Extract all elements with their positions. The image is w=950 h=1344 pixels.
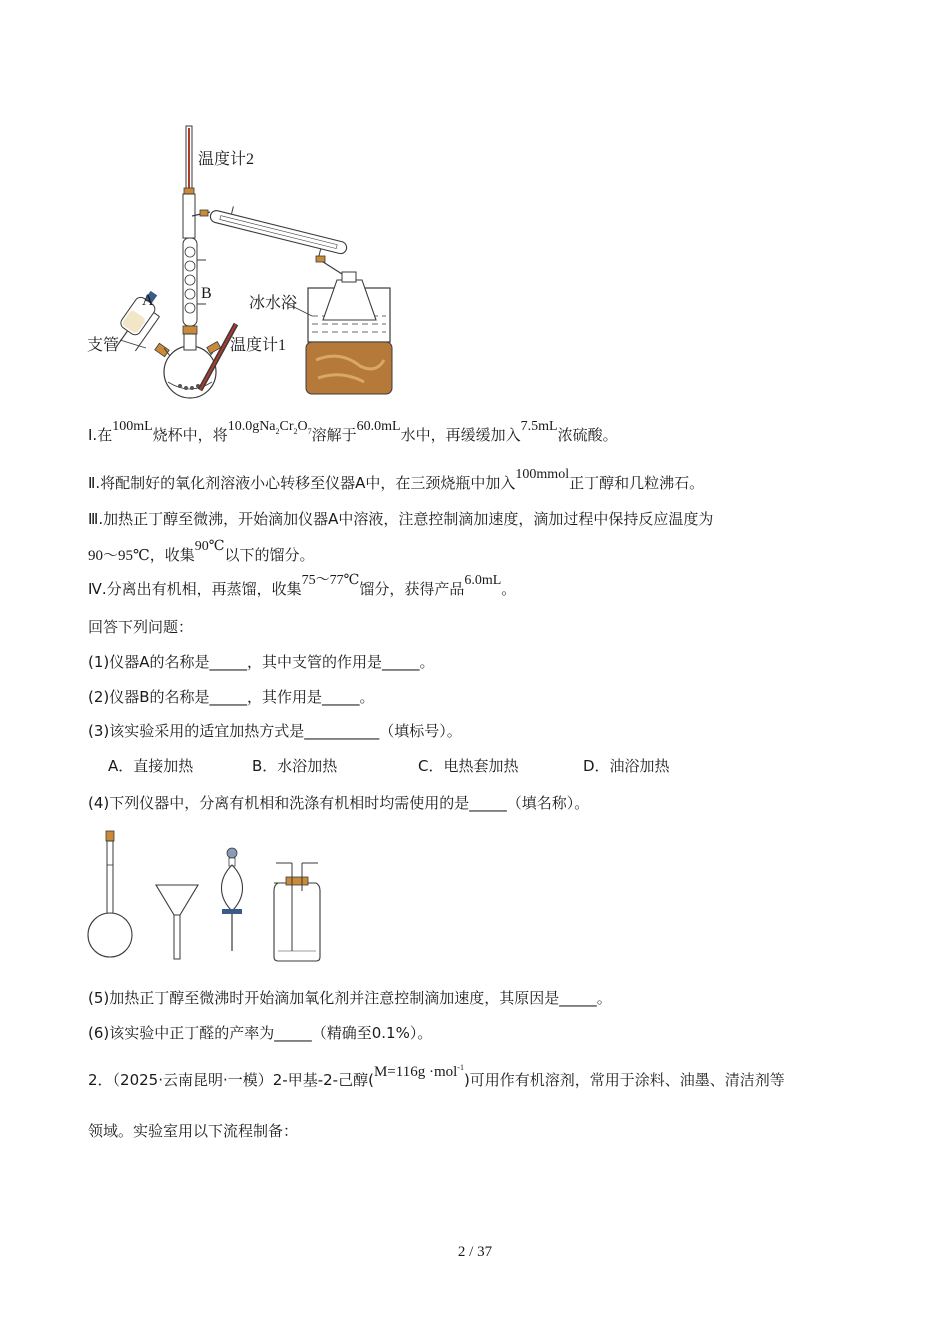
step-2: Ⅱ.将配制好的氧化剂溶液小心转移至仪器A中，在三颈烧瓶中加入100mmol正丁醇和几粒沸石。 (88, 467, 705, 492)
funnel-icon (156, 885, 198, 959)
problem-2-source: （2025·云南昆明·一模） (112, 1071, 273, 1089)
problem-2: 2．（2025·云南昆明·一模）2-甲基-2-己醇(M=116g ·mol$^{-1}$)可用作有机溶剂，常用于涂料、油墨、清洁剂等 (88, 1063, 785, 1089)
formula-na2cr2o7: $10.0gNa_2Cr_2O_7$ (227, 419, 312, 436)
label-A: A (142, 292, 154, 309)
label-B: B (201, 285, 212, 302)
step-3-cont: 90～95℃，收集90℃以下的馏分。 (88, 539, 315, 564)
label-thermometer1: 温度计1 (230, 337, 287, 354)
problem-2-cont: 领域。实验室用以下流程制备： (88, 1122, 299, 1140)
label-ice-bath: 冰水浴 (249, 295, 298, 312)
question-1: (1)仪器A的名称是_____，其中支管的作用是_____。 (88, 653, 435, 671)
problem-2-num: 2． (88, 1071, 113, 1089)
question-4: (4)下列仪器中，分离有机相和洗涤有机相时均需使用的是_____（填名称）。 (88, 794, 590, 812)
step-1-num: Ⅰ. (88, 426, 98, 444)
option-c: C．电热套加热 (418, 757, 519, 775)
option-a: A．直接加热 (108, 757, 194, 775)
molar-mass: M=116g ·mol$^{-1}$ (373, 1063, 464, 1080)
glassware-figure (80, 825, 340, 965)
step-1: Ⅰ.在100mL烧杯中，将$10.0gNa_2Cr_2O_7$溶解于60.0mL水中，再缓缓加入7.5mL浓硫酸。 (88, 419, 618, 444)
question-5: (5)加热正丁醇至微沸时开始滴加氧化剂并注意控制滴加速度，其原因是_____。 (88, 989, 612, 1007)
option-b: B．水浴加热 (252, 757, 338, 775)
gas-washing-bottle-icon (274, 863, 320, 961)
label-thermometer2: 温度计2 (198, 151, 255, 168)
question-6: (6)该实验中正丁醛的产率为_____（精确至0.1%）。 (88, 1024, 433, 1042)
question-2: (2)仪器B的名称是_____，其作用是_____。 (88, 688, 375, 706)
separatory-funnel-icon (222, 848, 243, 951)
page-number: 2 / 37 (457, 1244, 493, 1260)
label-side-tube: 支管 (87, 337, 120, 354)
questions-intro: 回答下列问题： (88, 618, 194, 636)
question-3: (3)该实验采用的适宜加热方式是__________（填标号）。 (88, 722, 462, 740)
volumetric-flask-icon (88, 831, 132, 957)
step-4: Ⅳ.分离出有机相，再蒸馏，收集75～77℃馏分，获得产品6.0mL。 (88, 573, 517, 598)
step-3: Ⅲ.加热正丁醇至微沸，开始滴加仪器A中溶液，注意控制滴加速度，滴加过程中保持反应温度为 (88, 510, 714, 528)
option-d: D．油浴加热 (583, 757, 670, 775)
